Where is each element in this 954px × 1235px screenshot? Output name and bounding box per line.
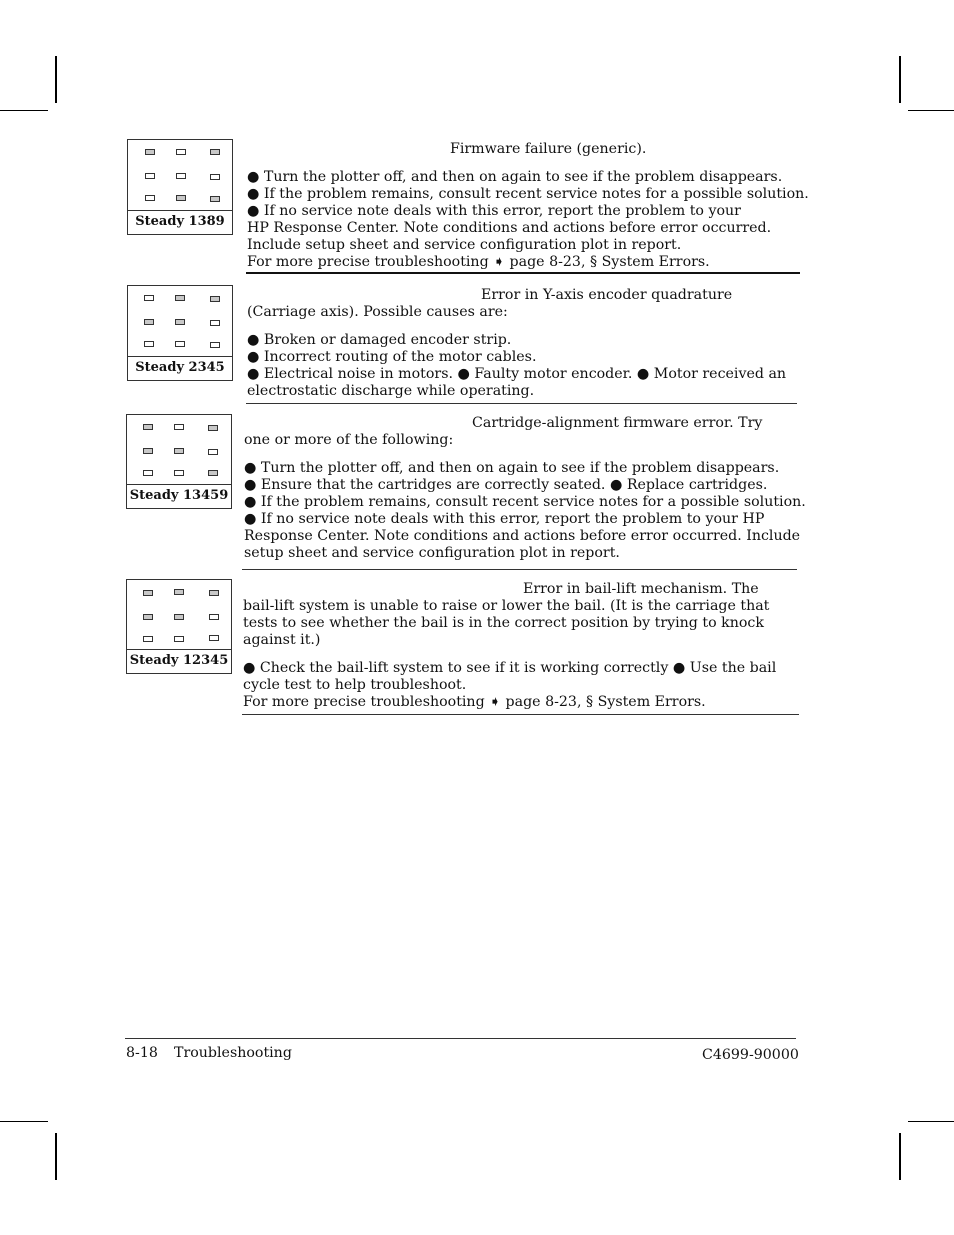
led [208, 470, 218, 476]
description-line: one or more of the following: [244, 432, 454, 448]
led [210, 149, 220, 155]
instruction-line: HP Response Center. Note conditions and actions before error occurred. [247, 220, 772, 236]
led [174, 589, 184, 595]
led [143, 614, 153, 620]
entry-divider [246, 272, 800, 274]
instruction-line: ● Incorrect routing of the motor cables. [247, 349, 537, 365]
crop-mark [908, 1121, 954, 1122]
description-line: tests to see whether the bail is in the correct position by trying to knock [243, 615, 764, 631]
crop-mark [899, 56, 901, 103]
led [174, 614, 184, 620]
crop-mark [0, 110, 48, 111]
led [174, 636, 184, 642]
led [176, 149, 186, 155]
error-title: Error in Y-axis encoder quadrature [481, 287, 733, 303]
instruction-line: electrostatic discharge while operating. [247, 383, 535, 399]
instruction-line: ● If the problem remains, consult recent service notes for a possible solution. [247, 186, 809, 202]
status-panel-12345 [126, 579, 232, 674]
instruction-line: setup sheet and service configuration plot in report. [244, 545, 620, 561]
instruction-line: cycle test to help troubleshoot. [243, 677, 467, 693]
crop-mark [0, 1121, 48, 1122]
crop-mark [55, 1133, 57, 1180]
entry-divider [242, 569, 797, 570]
crop-mark [908, 110, 954, 111]
led [143, 636, 153, 642]
description-line: bail-lift system is unable to raise or lower the bail. (It is the carriage that [243, 598, 770, 614]
crop-mark [899, 1133, 901, 1180]
instruction-line: ● If no service note deals with this error, report the problem to your [247, 203, 741, 219]
panel-label: Steady 12345 [127, 649, 231, 673]
instruction-line: Response Center. Note conditions and actions before error occurred. Include [244, 528, 801, 544]
led [210, 196, 220, 202]
led [143, 590, 153, 596]
instruction-line: ● Turn the plotter off, and then on again to see if the problem disappears. [247, 169, 783, 185]
page-number: 8-18 [126, 1045, 158, 1061]
status-panel-13459 [126, 414, 232, 509]
led [175, 341, 185, 347]
error-title: Cartridge-alignment firmware error. Try [472, 415, 763, 431]
instruction-line: Include setup sheet and service configuration plot in report. [247, 237, 682, 253]
instruction-line: ● Ensure that the cartridges are correctly seated. ● Replace cartridges. [244, 477, 768, 493]
instruction-line: ● Broken or damaged encoder strip. [247, 332, 512, 348]
led [145, 173, 155, 179]
cross-reference: For more precise troubleshooting ➧ page 8-23, § System Errors. [243, 694, 706, 710]
panel-label: Steady 13459 [127, 484, 231, 508]
led [144, 319, 154, 325]
led [174, 470, 184, 476]
led [174, 424, 184, 430]
instruction-line: ● If the problem remains, consult recent service notes for a possible solution. [244, 494, 806, 510]
led [208, 449, 218, 455]
led [210, 296, 220, 302]
status-panel-2345 [127, 285, 233, 381]
description-line: (Carriage axis). Possible causes are: [247, 304, 508, 320]
led [143, 470, 153, 476]
led [143, 424, 153, 430]
led [174, 448, 184, 454]
led [209, 635, 219, 641]
led [144, 295, 154, 301]
panel-label: Steady 2345 [128, 356, 232, 380]
document-number: C4699-90000 [702, 1047, 799, 1063]
error-title: Error in bail-lift mechanism. The [523, 581, 759, 597]
led [175, 295, 185, 301]
error-title: Firmware failure (generic). [450, 141, 647, 157]
cross-reference: For more precise troubleshooting ➧ page 8-23, § System Errors. [247, 254, 710, 270]
panel-label: Steady 1389 [128, 210, 232, 234]
led [210, 342, 220, 348]
entry-divider [242, 714, 799, 715]
led [210, 174, 220, 180]
section-name: Troubleshooting [174, 1045, 292, 1061]
instruction-line: ● Turn the plotter off, and then on again to see if the problem disappears. [244, 460, 780, 476]
led [143, 448, 153, 454]
entry-divider [246, 403, 797, 404]
footer-rule [125, 1038, 796, 1039]
led [145, 195, 155, 201]
led [145, 149, 155, 155]
description-line: against it.) [243, 632, 321, 648]
led [210, 320, 220, 326]
led [175, 319, 185, 325]
led [209, 614, 219, 620]
led [208, 425, 218, 431]
crop-mark [55, 56, 57, 103]
led [176, 173, 186, 179]
led [144, 341, 154, 347]
instruction-line: ● Check the bail-lift system to see if it is working correctly ● Use the bail [243, 660, 777, 676]
led [176, 195, 186, 201]
instruction-line: ● Electrical noise in motors. ● Faulty motor encoder. ● Motor received an [247, 366, 787, 382]
instruction-line: ● If no service note deals with this error, report the problem to your HP [244, 511, 765, 527]
status-panel-1389 [127, 139, 233, 235]
led [209, 590, 219, 596]
